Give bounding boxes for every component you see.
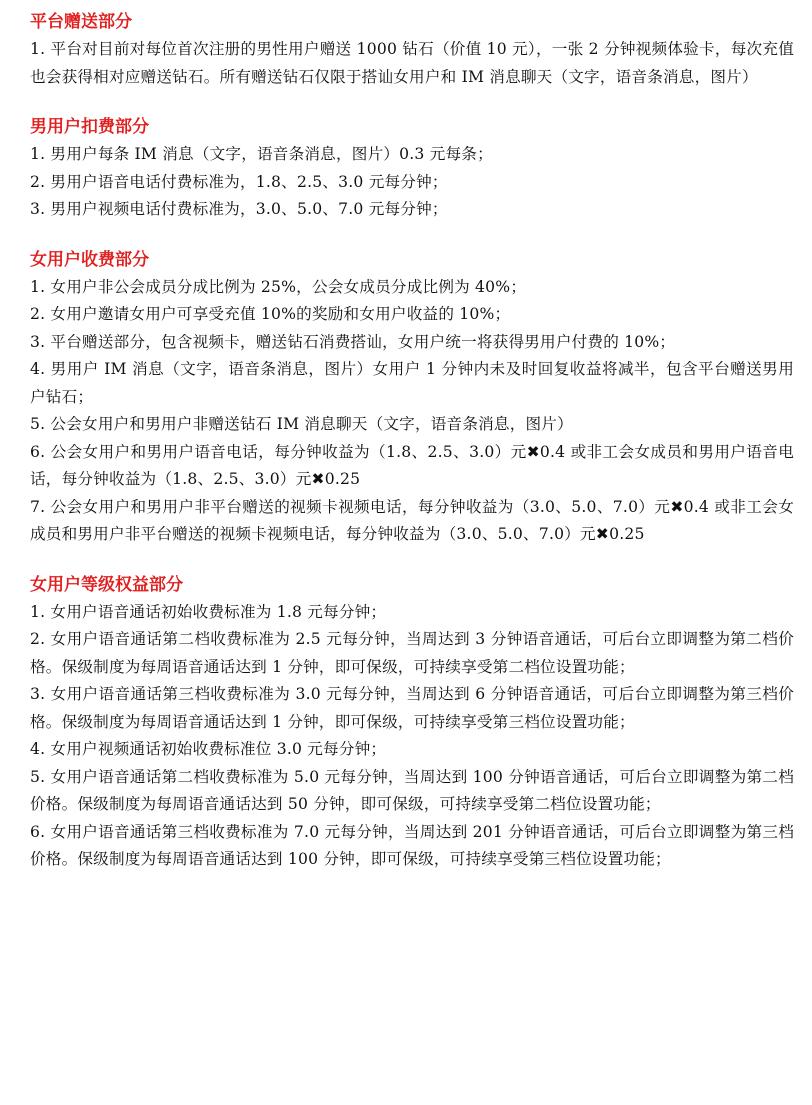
list-item: 3. 女用户语音通话第三档收费标准为 3.0 元每分钟，当周达到 6 分钟语音通话，可后台立即调整为第三档价格。保级制度为每周语音通话达到 1 分钟，即可保级，可持续享受第三档位设置功能；	[30, 685, 794, 731]
list-item: 1. 女用户语音通话初始收费标准为 1.8 元每分钟；	[30, 602, 387, 621]
section-male-charges	[30, 113, 794, 224]
list-item: 1. 平台对目前对每位首次注册的男性用户赠送 1000 钻石（价值 10 元），一张 2 分钟视频体验卡，每次充值也会获得相对应赠送钻石。所有赠送钻石仅限于搭讪女用户和 IM 消息聊天（文字，语音条消息，图片）	[30, 40, 794, 86]
section-platform-gift	[30, 8, 794, 91]
section-title: 女用户收费部分	[30, 249, 149, 270]
list-item: 7. 公会女用户和男用户非平台赠送的视频卡视频电话，每分钟收益为（3.0、5.0、7.0）元✖0.4 或非工会女成员和男用户非平台赠送的视频卡视频电话，每分钟收益为（3.0、5.0、7.0）元✖0.25	[30, 497, 794, 543]
list-item: 3. 男用户视频电话付费标准为，3.0、5.0、7.0 元每分钟；	[30, 200, 448, 218]
list-item: 5. 公会女用户和男用户非赠送钻石 IM 消息聊天（文字，语音条消息，图片）	[30, 415, 573, 433]
section-title: 女用户等级权益部分	[30, 574, 183, 595]
list-item: 2. 女用户邀请女用户可享受充值 10%的奖励和女用户收益的 10%；	[30, 305, 511, 323]
section-female-levels	[30, 571, 794, 874]
list-item: 6. 公会女用户和男用户语音电话，每分钟收益为（1.8、2.5、3.0）元✖0.4 或非工会女成员和男用户语音电话，每分钟收益为（1.8、2.5、3.0）元✖0.25	[30, 442, 794, 488]
list-item: 3. 平台赠送部分，包含视频卡，赠送钻石消费搭讪，女用户统一将获得男用户付费的 10%；	[30, 332, 676, 351]
list-item: 1. 女用户非公会成员分成比例为 25%，公会女成员分成比例为 40%；	[30, 277, 527, 296]
list-item: 5. 女用户语音通话第二档收费标准为 5.0 元每分钟，当周达到 100 分钟语音通话，可后台立即调整为第二档价格。保级制度为每周语音通话达到 50 分钟，即可保级，可持续享受第二档位设置功能；	[30, 767, 794, 813]
list-item: 4. 男用户 IM 消息（文字，语音条消息，图片）女用户 1 分钟内未及时回复收益将减半，包含平台赠送男用户钻石；	[30, 360, 794, 406]
section-title: 男用户扣费部分	[30, 117, 149, 137]
list-item: 2. 男用户语音电话付费标准为，1.8、2.5、3.0 元每分钟；	[30, 172, 448, 191]
section-female-income	[30, 246, 794, 549]
list-item: 6. 女用户语音通话第三档收费标准为 7.0 元每分钟，当周达到 201 分钟语音通话，可后台立即调整为第三档价格。保级制度为每周语音通话达到 100 分钟，即可保级，可持续享受第三档位设置功能；	[30, 822, 794, 868]
section-title: 平台赠送部分	[30, 12, 132, 32]
list-item: 1. 男用户每条 IM 消息（文字，语音条消息，图片）0.3 元每条；	[30, 145, 493, 163]
list-item: 2. 女用户语音通话第二档收费标准为 2.5 元每分钟，当周达到 3 分钟语音通话，可后台立即调整为第二档价格。保级制度为每周语音通话达到 1 分钟，即可保级，可持续享受第二档位设置功能；	[30, 630, 794, 676]
list-item: 4. 女用户视频通话初始收费标准位 3.0 元每分钟；	[30, 740, 387, 758]
